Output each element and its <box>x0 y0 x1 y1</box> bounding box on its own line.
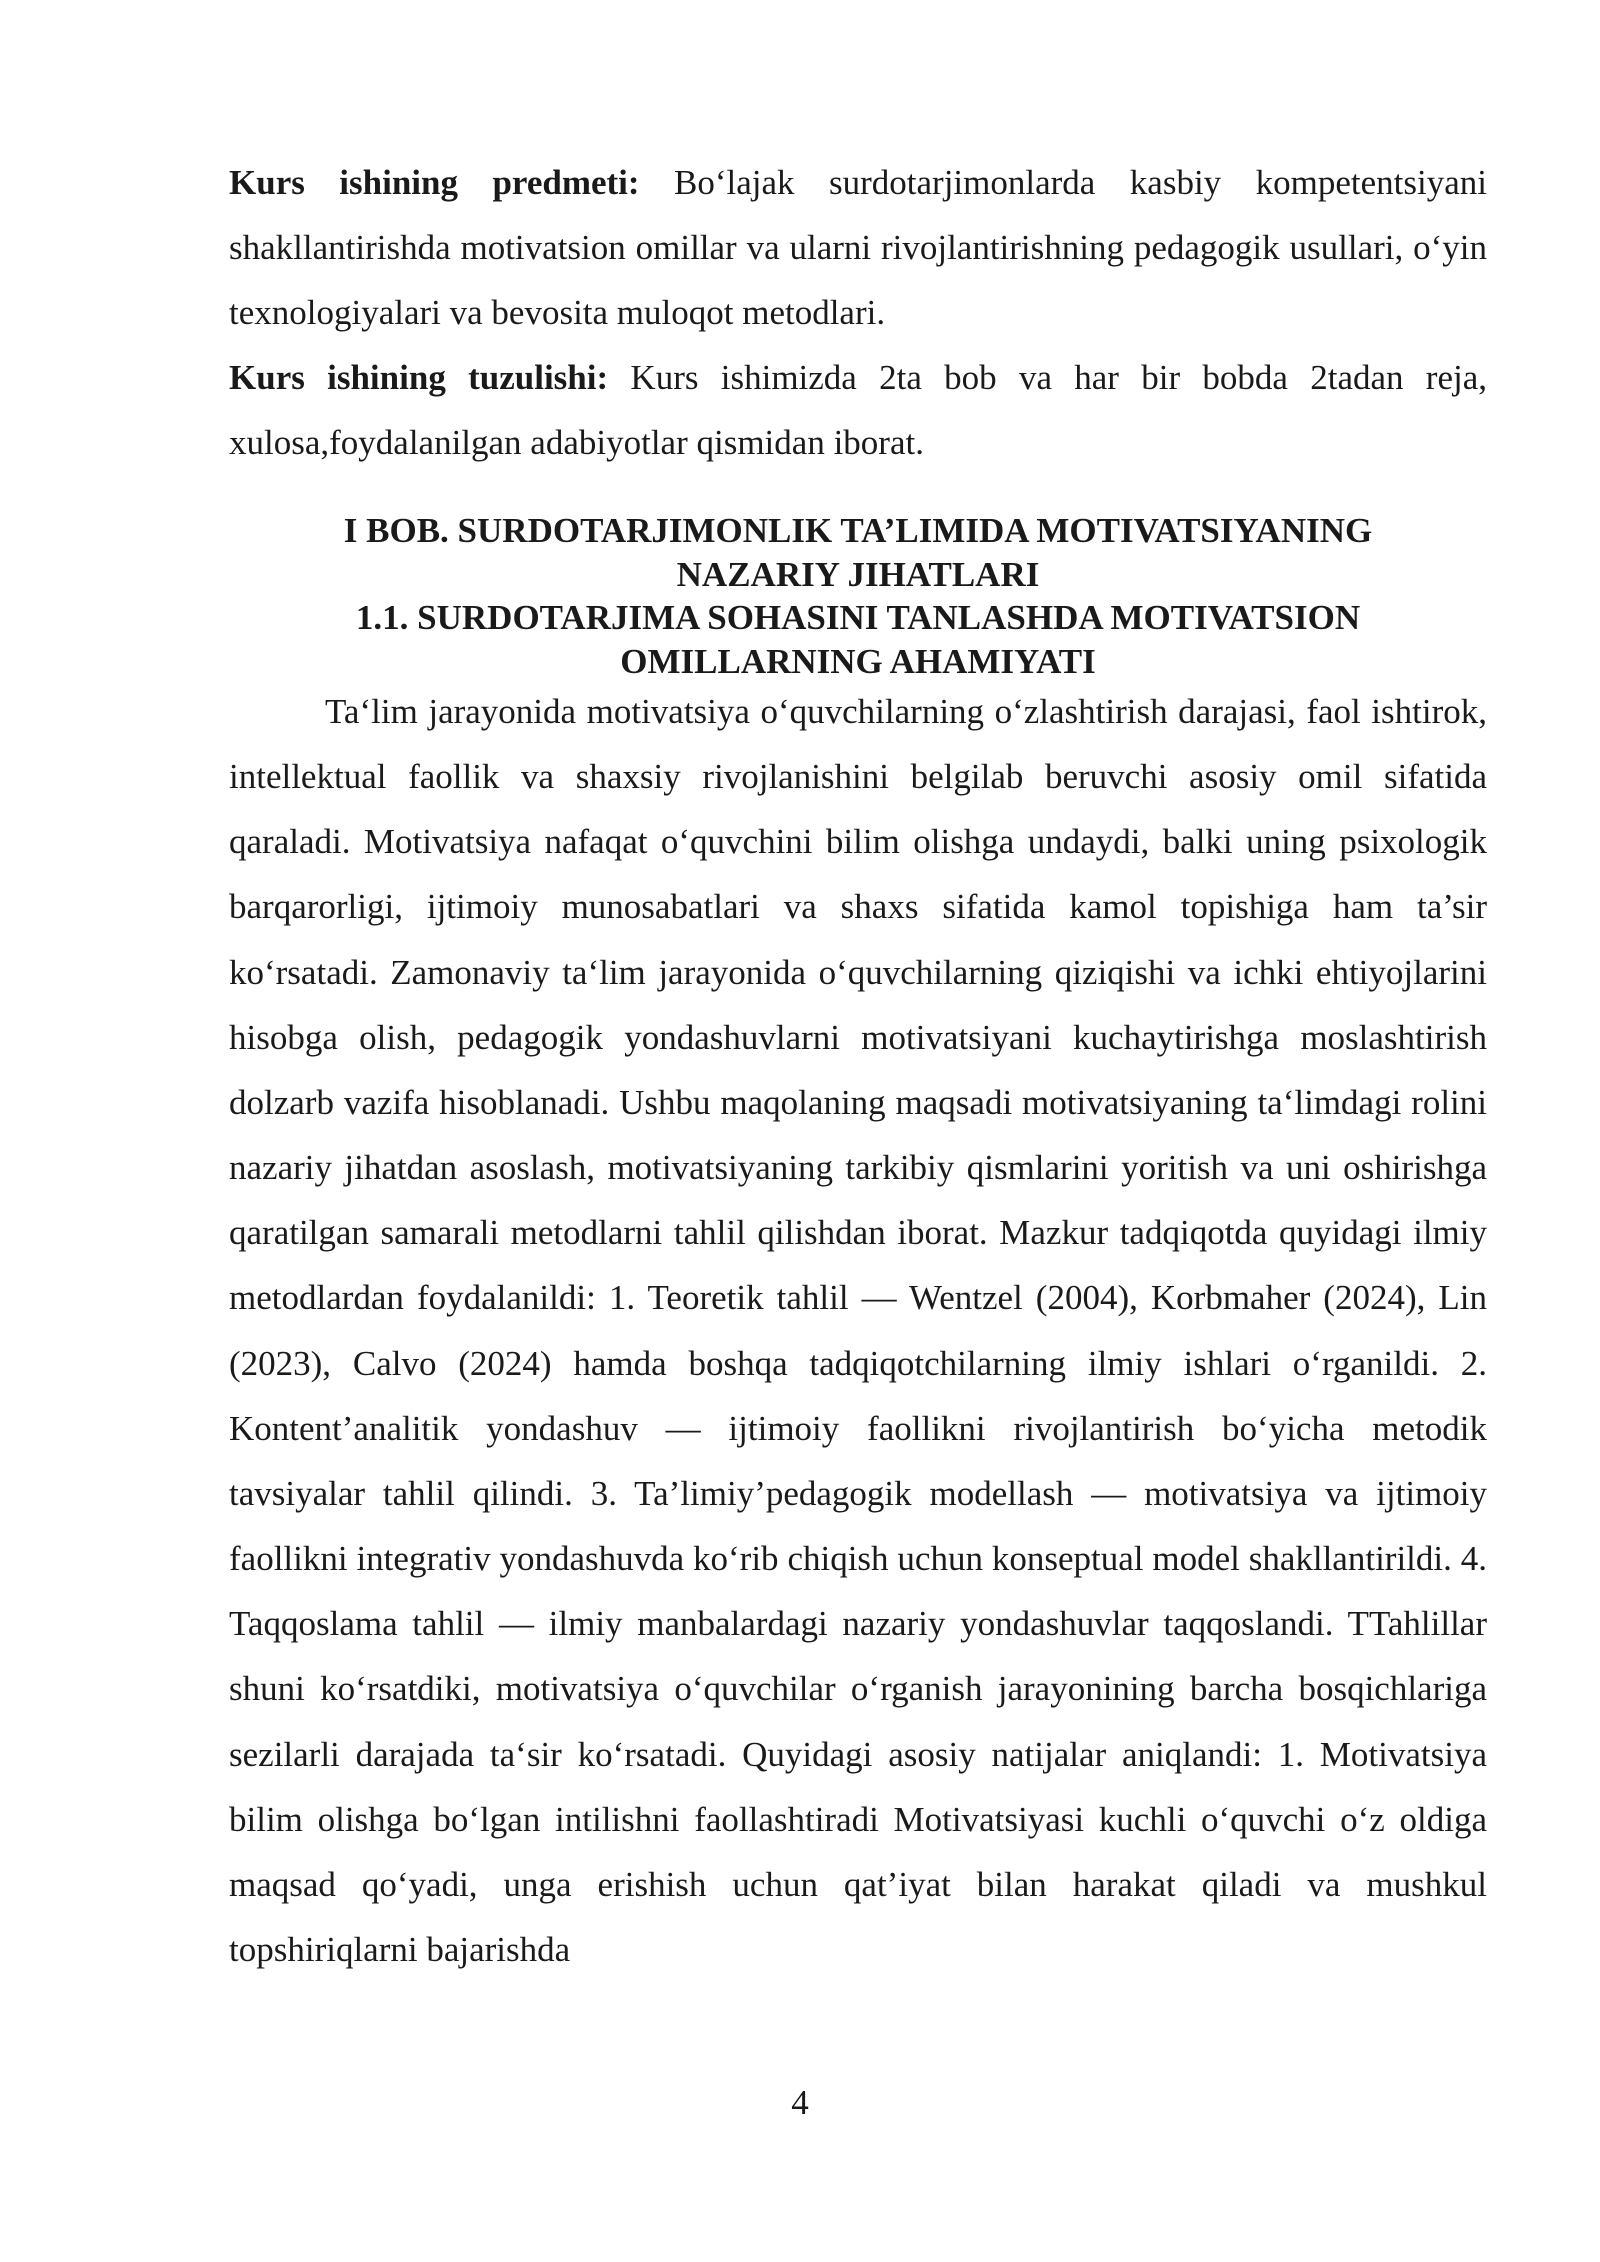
section-title-line-2: OMILLARNING AHAMIYATI <box>620 641 1096 681</box>
course-structure-paragraph <box>229 345 1487 475</box>
section-title-line-1: 1.1. SURDOTARJIMA SOHASINI TANLASHDA MOTIVATSION <box>355 598 1361 637</box>
chapter-title-line-1: I BOB. SURDOTARJIMONLIK TA’LIMIDA MOTIVATSIYANING <box>343 511 1373 550</box>
chapter-title-line-2: NAZARIY JIHATLARI <box>676 554 1040 594</box>
page-number: 4 <box>791 2083 809 2122</box>
course-subject-paragraph <box>229 150 1487 345</box>
body-paragraph: Ta‘lim jarayonida motivatsiya o‘quvchilarning o‘zlashtirish darajasi, faol ishtirok, intellektual faollik va shaxsiy rivojlanishini belgilab beruvchi asosiy omil sifatida qaraladi. Motivatsiya nafaqat o‘quvchini bilim olishga undaydi, balki uning psixologik barqarorligi, ijtimoiy munosabatlari va shaxs sifatida kamol topishiga ham ta’sir ko‘rsatadi. Zamonaviy ta‘lim jarayonida o‘quvchilarning qiziqishi va ichki ehtiyojlarini hisobga olish, pedagogik yondashuvlarni motivatsiyani kuchaytirishga moslashtirish dolzarb vazifa hisoblanadi. Ushbu maqolaning maqsadi motivatsiyaning ta‘limdagi rolini nazariy jihatdan asoslash, motivatsiyaning tarkibiy qismlarini yoritish va uni oshirishga qaratilgan samarali metodlarni tahlil qilishdan iborat. Mazkur tadqiqotda quyidagi ilmiy metodlardan foydalanildi: 1. Teoretik tahlil — Wentzel (2004), Korbmaher (2024), Lin (2023), Calvo (2024) hamda boshqa tadqiqotchilarning ilmiy ishlari o‘rganildi. 2. Kontent’analitik yondashuv — ijtimoiy faollikni rivojlantirish bo‘yicha metodik tavsiyalar tahlil qilindi. 3. Ta’limiy’pedagogik modellash — motivatsiya va ijtimoiy faollikni integrativ yondashuvda ko‘rib chiqish uchun konseptual model shakllantirildi. 4. Taqqoslama tahlil — ilmiy manbalardagi nazariy yondashuvlar taqqoslandi. TTahlillar shuni ko‘rsatdiki, motivatsiya o‘quvchilar o‘rganish jarayonining barcha bosqichlariga sezilarli darajada ta‘sir ko‘rsatadi. Quyidagi asosiy natijalar aniqlandi: 1. Motivatsiya bilim olishga bo‘lgan intilishni faollashtiradi Motivatsiyasi kuchli o‘quvchi o‘z oldiga maqsad qo‘yadi, unga erishish uchun qat’iyat bilan harakat qiladi va mushkul topshiriqlarni bajarishda <box>229 692 1487 1969</box>
course-structure-label: Kurs ishining tuzulishi: <box>229 358 609 397</box>
page-content <box>229 150 1487 1982</box>
course-subject-label: Kurs ishining predmeti: <box>229 163 640 202</box>
chapter-headings <box>229 509 1487 683</box>
course-structure-text: Kurs ishimizda 2ta bob va har bir bobda 2tadan reja, xulosa,foydalanilgan adabiyotlar qismidan iborat. <box>229 358 1487 462</box>
course-subject-text: Bo‘lajak surdotarjimonlarda kasbiy kompetentsiyani shakllantirishda motivatsion omillar va ularni rivojlantirishning pedagogik usullari, o‘yin texnologiyalari va bevosita muloqot metodlari. <box>229 163 1487 332</box>
